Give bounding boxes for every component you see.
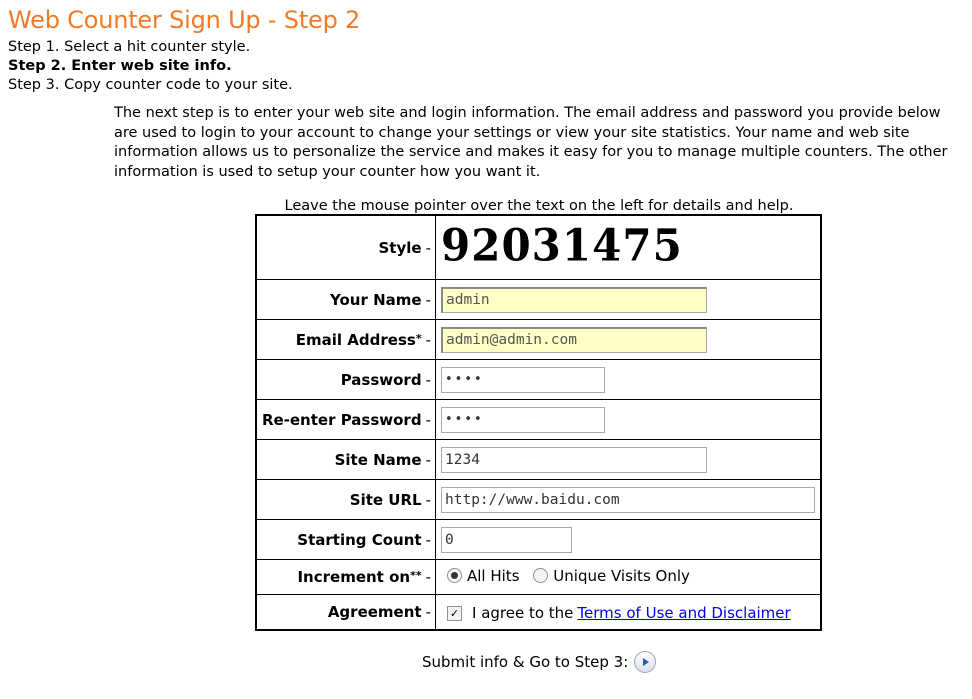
site-url-label[interactable]: Site URL <box>349 490 422 509</box>
label-separator: - <box>425 370 431 389</box>
email-required-mark: * <box>415 331 422 345</box>
label-separator: - <box>425 238 431 257</box>
submit-label: Submit info & Go to Step 3: <box>422 653 629 671</box>
style-label-cell <box>256 215 436 280</box>
row-site-url <box>256 480 821 520</box>
email-input[interactable] <box>441 327 707 353</box>
style-value-cell <box>436 215 822 280</box>
site-name-label-cell <box>256 440 436 480</box>
your-name-value-cell <box>436 280 822 320</box>
label-separator: - <box>425 568 431 586</box>
play-arrow-icon <box>643 658 649 666</box>
your-name-label-cell <box>256 280 436 320</box>
email-label[interactable]: Email Address <box>295 330 416 349</box>
step-list <box>8 38 293 95</box>
site-name-input[interactable] <box>441 447 707 473</box>
agreement-label-cell <box>256 595 436 631</box>
radio-unique-visits-option[interactable] <box>530 567 690 585</box>
agree-checkbox[interactable] <box>447 606 462 621</box>
style-label[interactable]: Style <box>378 238 422 257</box>
password-value-cell <box>436 360 822 400</box>
label-separator: - <box>425 410 431 429</box>
your-name-label[interactable]: Your Name <box>330 290 422 309</box>
email-label-cell <box>256 320 436 360</box>
terms-link[interactable]: Terms of Use and Disclaimer <box>577 603 791 622</box>
reenter-password-input[interactable] <box>441 407 605 433</box>
site-url-label-cell <box>256 480 436 520</box>
row-site-name <box>256 440 821 480</box>
row-agreement <box>256 595 821 631</box>
increment-label-cell <box>256 560 436 595</box>
intro-paragraph: The next step is to enter your web site and login information. The email address and password you provide below are used to login to your account to change your settings or view your site statistics. Your name and web site information allows us to personalize the service and makes it easy for you to manage multiple counters. The other information is used to setup your counter how you want it. <box>114 105 948 180</box>
row-email <box>256 320 821 360</box>
submit-row <box>422 651 656 673</box>
label-separator: - <box>425 290 431 309</box>
row-style <box>256 215 821 280</box>
site-url-value-cell <box>436 480 822 520</box>
checkmark-icon: ✓ <box>449 607 460 621</box>
submit-go-button[interactable] <box>634 651 656 673</box>
page-title: Web Counter Sign Up - Step 2 <box>8 6 361 34</box>
agreement-control <box>440 604 791 622</box>
row-reenter-password <box>256 400 821 440</box>
starting-count-value-cell <box>436 520 822 560</box>
label-separator: - <box>425 450 431 469</box>
starting-count-input[interactable] <box>441 527 572 553</box>
step-1: Step 1. Select a hit counter style. <box>8 39 251 55</box>
starting-count-label[interactable]: Starting Count <box>297 530 422 549</box>
radio-all-hits-label: All Hits <box>467 566 520 585</box>
signup-form-table <box>255 214 822 631</box>
reenter-password-label[interactable]: Re-enter Password <box>261 410 422 429</box>
step-2-current: Step 2. Enter web site info. <box>8 58 232 74</box>
password-label-cell <box>256 360 436 400</box>
label-separator: - <box>425 490 431 509</box>
increment-note-mark: ** <box>410 569 422 582</box>
label-separator: - <box>425 603 431 621</box>
counter-style-preview: 92031475 <box>441 219 683 271</box>
site-name-value-cell <box>436 440 822 480</box>
starting-count-label-cell <box>256 520 436 560</box>
row-starting-count <box>256 520 821 560</box>
radio-all-hits[interactable] <box>447 568 462 583</box>
label-separator: - <box>425 330 431 349</box>
password-label[interactable]: Password <box>340 370 422 389</box>
radio-unique-visits-label: Unique Visits Only <box>553 566 690 585</box>
agreement-label[interactable]: Agreement <box>327 603 422 621</box>
your-name-input[interactable] <box>441 287 707 313</box>
site-name-label[interactable]: Site Name <box>334 450 422 469</box>
agree-text: I agree to the <box>472 603 574 622</box>
row-increment <box>256 560 821 595</box>
label-separator: - <box>425 530 431 549</box>
password-input[interactable] <box>441 367 605 393</box>
help-hint: Leave the mouse pointer over the text on the left for details and help. <box>284 198 794 214</box>
agreement-value-cell <box>436 595 822 631</box>
step-3: Step 3. Copy counter code to your site. <box>8 77 293 93</box>
increment-label[interactable]: Increment on <box>297 568 411 586</box>
radio-unique-visits[interactable] <box>533 568 548 583</box>
radio-all-hits-option[interactable] <box>440 567 520 585</box>
reenter-password-label-cell <box>256 400 436 440</box>
reenter-password-value-cell <box>436 400 822 440</box>
increment-value-cell <box>436 560 822 595</box>
row-password <box>256 360 821 400</box>
email-value-cell <box>436 320 822 360</box>
row-your-name <box>256 280 821 320</box>
site-url-input[interactable] <box>441 487 815 513</box>
